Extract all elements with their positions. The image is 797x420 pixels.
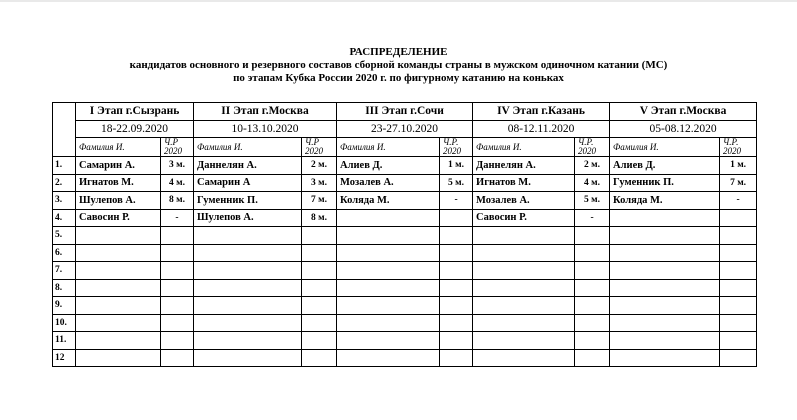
skater-name-cell: Алиев Д. — [610, 157, 720, 175]
skater-name-cell — [337, 279, 440, 297]
skater-name-cell: Мозалев А. — [337, 174, 440, 192]
championship-place-cell — [440, 297, 473, 315]
skater-name-cell: Шулепов А. — [194, 209, 302, 227]
distribution-table — [52, 102, 757, 367]
championship-place-cell: 3 м. — [161, 157, 194, 175]
championship-place-cell: - — [575, 209, 610, 227]
row-number: 6. — [53, 244, 76, 262]
skater-name-cell: Алиев Д. — [337, 157, 440, 175]
skater-name-cell — [337, 297, 440, 315]
table-row — [53, 332, 757, 350]
stage-1-place-header: Ч.Р 2020 — [161, 138, 194, 157]
championship-place-cell — [302, 279, 337, 297]
championship-place-cell — [440, 349, 473, 367]
championship-place-cell — [575, 314, 610, 332]
skater-name-cell — [610, 227, 720, 245]
championship-place-cell — [161, 244, 194, 262]
championship-place-cell — [720, 262, 757, 280]
championship-place-cell — [575, 244, 610, 262]
skater-name-cell — [194, 279, 302, 297]
table-row — [53, 314, 757, 332]
skater-name-cell — [610, 314, 720, 332]
championship-place-cell: 4 м. — [161, 174, 194, 192]
row-number: 2. — [53, 174, 76, 192]
skater-name-cell: Гуменник П. — [610, 174, 720, 192]
skater-name-cell — [473, 314, 575, 332]
stage-1-name-header: Фамилия И. — [76, 138, 161, 157]
column-header-row — [53, 138, 757, 157]
row-number: 11. — [53, 332, 76, 350]
skater-name-cell: Мозалев А. — [473, 192, 575, 210]
championship-place-cell — [575, 279, 610, 297]
championship-place-cell — [575, 227, 610, 245]
table-row — [53, 227, 757, 245]
corner-cell — [53, 103, 76, 157]
table-row — [53, 192, 757, 210]
stage-5-place-header: Ч.Р. 2020 — [720, 138, 757, 157]
skater-name-cell — [610, 297, 720, 315]
skater-name-cell — [473, 262, 575, 280]
championship-place-cell: 7 м. — [302, 192, 337, 210]
championship-place-cell: 2 м. — [302, 157, 337, 175]
skater-name-cell: Коляда М. — [610, 192, 720, 210]
skater-name-cell — [194, 244, 302, 262]
row-number: 1. — [53, 157, 76, 175]
skater-name-cell — [473, 332, 575, 350]
title-line-2: кандидатов основного и резервного составов сборной команды страны в мужском одиночном катании (МС) — [129, 59, 668, 71]
skater-name-cell — [610, 349, 720, 367]
stage-2-place-header: Ч.Р 2020 — [302, 138, 337, 157]
championship-place-cell — [575, 332, 610, 350]
skater-name-cell — [337, 227, 440, 245]
skater-name-cell — [610, 262, 720, 280]
row-number: 7. — [53, 262, 76, 280]
championship-place-cell — [161, 332, 194, 350]
skater-name-cell — [76, 262, 161, 280]
championship-place-cell — [440, 209, 473, 227]
table-row — [53, 174, 757, 192]
stage-2-name-header: Фамилия И. — [194, 138, 302, 157]
skater-name-cell: Савосин Р. — [76, 209, 161, 227]
stage-1-dates: 18-22.09.2020 — [76, 120, 194, 138]
championship-place-cell — [440, 244, 473, 262]
skater-name-cell — [610, 279, 720, 297]
championship-place-cell — [302, 297, 337, 315]
championship-place-cell: 7 м. — [720, 174, 757, 192]
championship-place-cell — [161, 262, 194, 280]
title-line-1: РАСПРЕДЕЛЕНИЕ — [349, 46, 448, 58]
championship-place-cell — [302, 244, 337, 262]
skater-name-cell — [194, 349, 302, 367]
stage-4-dates: 08-12.11.2020 — [473, 120, 610, 138]
skater-name-cell — [337, 244, 440, 262]
skater-name-cell: Гуменник П. — [194, 192, 302, 210]
skater-name-cell — [610, 332, 720, 350]
stage-5-name: V Этап г.Москва — [610, 103, 757, 121]
championship-place-cell: 5 м. — [575, 192, 610, 210]
championship-place-cell: 5 м. — [440, 174, 473, 192]
top-edge-line — [0, 0, 797, 2]
table-row — [53, 244, 757, 262]
row-number: 10. — [53, 314, 76, 332]
skater-name-cell — [473, 297, 575, 315]
championship-place-cell — [440, 314, 473, 332]
championship-place-cell: 1 м. — [440, 157, 473, 175]
championship-place-cell: 4 м. — [575, 174, 610, 192]
championship-place-cell — [440, 262, 473, 280]
skater-name-cell — [610, 209, 720, 227]
row-number: 12 — [53, 349, 76, 367]
stage-1-name: I Этап г.Сызрань — [76, 103, 194, 121]
skater-name-cell: Игнатов М. — [473, 174, 575, 192]
stage-4-name-header: Фамилия И. — [473, 138, 575, 157]
championship-place-cell: - — [440, 192, 473, 210]
championship-place-cell: 3 м. — [302, 174, 337, 192]
championship-place-cell — [720, 227, 757, 245]
stage-4-place-header: Ч.Р. 2020 — [575, 138, 610, 157]
championship-place-cell — [302, 349, 337, 367]
championship-place-cell — [720, 314, 757, 332]
skater-name-cell: Игнатов М. — [76, 174, 161, 192]
championship-place-cell — [720, 297, 757, 315]
skater-name-cell — [194, 314, 302, 332]
championship-place-cell — [575, 262, 610, 280]
championship-place-cell — [720, 279, 757, 297]
skater-name-cell — [194, 297, 302, 315]
table-row — [53, 349, 757, 367]
skater-name-cell — [473, 349, 575, 367]
championship-place-cell — [161, 314, 194, 332]
championship-place-cell — [440, 279, 473, 297]
championship-place-cell — [302, 332, 337, 350]
table-row — [53, 279, 757, 297]
skater-name-cell — [473, 227, 575, 245]
skater-name-cell — [337, 314, 440, 332]
skater-name-cell: Коляда М. — [337, 192, 440, 210]
stage-5-dates: 05-08.12.2020 — [610, 120, 757, 138]
skater-name-cell — [76, 227, 161, 245]
stage-3-name-header: Фамилия И. — [337, 138, 440, 157]
skater-name-cell — [337, 332, 440, 350]
skater-name-cell — [194, 332, 302, 350]
skater-name-cell — [76, 279, 161, 297]
table-row — [53, 209, 757, 227]
stage-3-place-header: Ч.Р. 2020 — [440, 138, 473, 157]
skater-name-cell: Самарин А — [194, 174, 302, 192]
championship-place-cell: 8 м. — [161, 192, 194, 210]
skater-name-cell: Савосин Р. — [473, 209, 575, 227]
championship-place-cell — [440, 227, 473, 245]
title-line-3: по этапам Кубка России 2020 г. по фигурному катанию на коньках — [233, 72, 564, 84]
skater-name-cell — [337, 262, 440, 280]
skater-name-cell — [76, 332, 161, 350]
skater-name-cell — [76, 244, 161, 262]
row-number: 4. — [53, 209, 76, 227]
championship-place-cell: - — [720, 192, 757, 210]
championship-place-cell — [720, 349, 757, 367]
row-number: 8. — [53, 279, 76, 297]
row-number: 9. — [53, 297, 76, 315]
skater-name-cell — [76, 349, 161, 367]
skater-name-cell: Шулепов А. — [76, 192, 161, 210]
championship-place-cell — [575, 349, 610, 367]
stage-5-name-header: Фамилия И. — [610, 138, 720, 157]
skater-name-cell — [76, 297, 161, 315]
skater-name-cell: Самарин А. — [76, 157, 161, 175]
championship-place-cell — [440, 332, 473, 350]
championship-place-cell: 1 м. — [720, 157, 757, 175]
championship-place-cell — [161, 349, 194, 367]
championship-place-cell — [720, 332, 757, 350]
championship-place-cell — [720, 244, 757, 262]
skater-name-cell — [473, 279, 575, 297]
skater-name-cell — [337, 349, 440, 367]
stage-3-name: III Этап г.Сочи — [337, 103, 473, 121]
row-number: 5. — [53, 227, 76, 245]
stage-4-name: IV Этап г.Казань — [473, 103, 610, 121]
skater-name-cell: Даннелян А. — [194, 157, 302, 175]
championship-place-cell: - — [161, 209, 194, 227]
document-title — [0, 46, 797, 85]
stage-2-name: II Этап г.Москва — [194, 103, 337, 121]
table-row — [53, 157, 757, 175]
table-row — [53, 262, 757, 280]
stage-2-dates: 10-13.10.2020 — [194, 120, 337, 138]
skater-name-cell — [194, 227, 302, 245]
skater-name-cell — [473, 244, 575, 262]
championship-place-cell — [161, 227, 194, 245]
stage-dates-row — [53, 120, 757, 138]
skater-name-cell — [610, 244, 720, 262]
championship-place-cell — [302, 314, 337, 332]
championship-place-cell — [302, 227, 337, 245]
table-row — [53, 297, 757, 315]
stage-name-row — [53, 103, 757, 121]
skater-name-cell — [194, 262, 302, 280]
skater-name-cell — [337, 209, 440, 227]
championship-place-cell — [161, 297, 194, 315]
row-number: 3. — [53, 192, 76, 210]
championship-place-cell — [161, 279, 194, 297]
championship-place-cell: 2 м. — [575, 157, 610, 175]
championship-place-cell — [720, 209, 757, 227]
skater-name-cell: Даннелян А. — [473, 157, 575, 175]
championship-place-cell: 8 м. — [302, 209, 337, 227]
skater-name-cell — [76, 314, 161, 332]
stage-3-dates: 23-27.10.2020 — [337, 120, 473, 138]
championship-place-cell — [302, 262, 337, 280]
championship-place-cell — [575, 297, 610, 315]
